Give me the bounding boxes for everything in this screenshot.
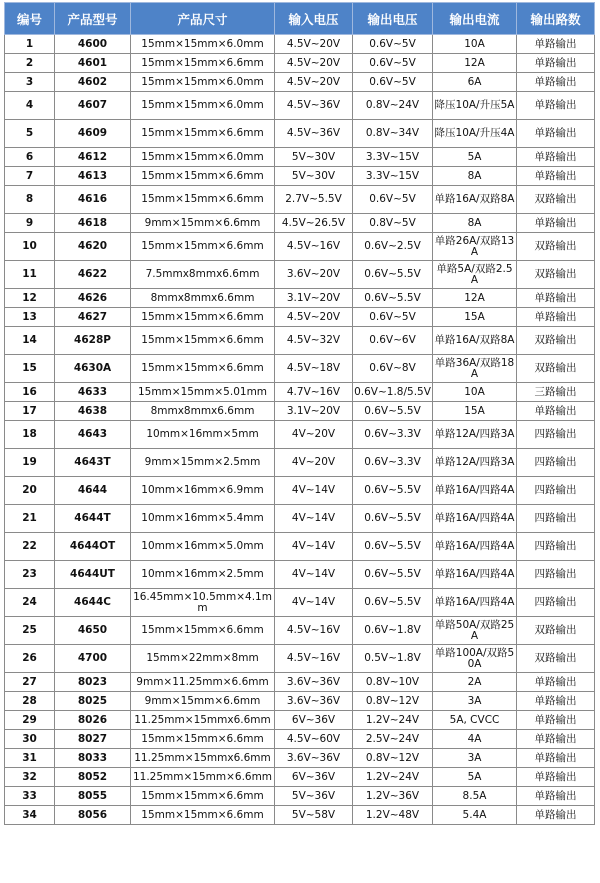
cell-input-voltage: 4V~14V bbox=[275, 561, 353, 589]
header-input-voltage: 输入电压 bbox=[275, 3, 353, 35]
cell-size: 15mm×15mm×6.0mm bbox=[131, 148, 275, 167]
cell-model: 4644C bbox=[55, 589, 131, 617]
header-row bbox=[5, 3, 595, 35]
cell-input-voltage: 4V~14V bbox=[275, 589, 353, 617]
cell-no: 11 bbox=[5, 261, 55, 289]
cell-output-voltage: 0.6V~3.3V bbox=[353, 421, 433, 449]
table-row bbox=[5, 54, 595, 73]
cell-model: 4638 bbox=[55, 402, 131, 421]
cell-no: 16 bbox=[5, 383, 55, 402]
cell-model: 4626 bbox=[55, 289, 131, 308]
cell-input-voltage: 4.5V~20V bbox=[275, 308, 353, 327]
cell-model: 4622 bbox=[55, 261, 131, 289]
cell-size: 10mm×16mm×6.9mm bbox=[131, 477, 275, 505]
cell-output-current: 单路16A/双路8A bbox=[433, 327, 517, 355]
cell-output-voltage: 3.3V~15V bbox=[353, 167, 433, 186]
cell-input-voltage: 3.1V~20V bbox=[275, 289, 353, 308]
cell-size: 15mm×15mm×6.6mm bbox=[131, 120, 275, 148]
cell-size: 11.25mm×15mmx6.6mm bbox=[131, 711, 275, 730]
cell-output-voltage: 0.6V~5.5V bbox=[353, 505, 433, 533]
cell-output-voltage: 0.6V~6V bbox=[353, 327, 433, 355]
cell-output-current: 10A bbox=[433, 35, 517, 54]
cell-model: 4620 bbox=[55, 233, 131, 261]
cell-output-channels: 单路输出 bbox=[517, 730, 595, 749]
cell-model: 8026 bbox=[55, 711, 131, 730]
cell-output-current: 15A bbox=[433, 308, 517, 327]
cell-size: 15mm×22mm×8mm bbox=[131, 645, 275, 673]
cell-output-current: 单路12A/四路3A bbox=[433, 449, 517, 477]
cell-size: 16.45mm×10.5mm×4.1mm bbox=[131, 589, 275, 617]
cell-output-voltage: 0.6V~5V bbox=[353, 186, 433, 214]
cell-model: 4607 bbox=[55, 92, 131, 120]
cell-output-current: 8A bbox=[433, 167, 517, 186]
cell-no: 30 bbox=[5, 730, 55, 749]
cell-output-voltage: 0.8V~5V bbox=[353, 214, 433, 233]
cell-size: 10mm×16mm×5mm bbox=[131, 421, 275, 449]
cell-model: 8056 bbox=[55, 806, 131, 825]
cell-size: 9mm×15mm×6.6mm bbox=[131, 214, 275, 233]
cell-output-current: 单路16A/双路8A bbox=[433, 186, 517, 214]
cell-output-current: 4A bbox=[433, 730, 517, 749]
cell-output-channels: 单路输出 bbox=[517, 806, 595, 825]
cell-output-channels: 双路输出 bbox=[517, 355, 595, 383]
cell-output-channels: 单路输出 bbox=[517, 692, 595, 711]
cell-output-channels: 双路输出 bbox=[517, 327, 595, 355]
cell-model: 4618 bbox=[55, 214, 131, 233]
cell-output-current: 降压10A/升压5A bbox=[433, 92, 517, 120]
header-size: 产品尺寸 bbox=[131, 3, 275, 35]
cell-output-channels: 四路输出 bbox=[517, 505, 595, 533]
cell-size: 15mm×15mm×6.6mm bbox=[131, 54, 275, 73]
cell-output-current: 12A bbox=[433, 289, 517, 308]
cell-size: 11.25mm×15mm×6.6mm bbox=[131, 768, 275, 787]
cell-size: 9mm×15mm×6.6mm bbox=[131, 692, 275, 711]
product-table-container bbox=[4, 2, 595, 825]
cell-output-channels: 四路输出 bbox=[517, 533, 595, 561]
cell-output-current: 8.5A bbox=[433, 787, 517, 806]
cell-no: 18 bbox=[5, 421, 55, 449]
header-output-channels: 输出路数 bbox=[517, 3, 595, 35]
cell-input-voltage: 5V~30V bbox=[275, 167, 353, 186]
cell-output-channels: 单路输出 bbox=[517, 308, 595, 327]
cell-input-voltage: 4.5V~20V bbox=[275, 54, 353, 73]
cell-output-channels: 单路输出 bbox=[517, 289, 595, 308]
cell-size: 15mm×15mm×6.6mm bbox=[131, 186, 275, 214]
table-row bbox=[5, 533, 595, 561]
cell-output-voltage: 0.8V~12V bbox=[353, 749, 433, 768]
cell-output-channels: 四路输出 bbox=[517, 589, 595, 617]
cell-size: 10mm×16mm×2.5mm bbox=[131, 561, 275, 589]
cell-model: 8025 bbox=[55, 692, 131, 711]
table-row bbox=[5, 92, 595, 120]
table-row bbox=[5, 617, 595, 645]
table-row bbox=[5, 120, 595, 148]
table-row bbox=[5, 589, 595, 617]
cell-size: 15mm×15mm×6.0mm bbox=[131, 73, 275, 92]
cell-output-channels: 双路输出 bbox=[517, 645, 595, 673]
cell-size: 8mmx8mmx6.6mm bbox=[131, 402, 275, 421]
cell-output-current: 5.4A bbox=[433, 806, 517, 825]
cell-input-voltage: 4.5V~16V bbox=[275, 233, 353, 261]
cell-size: 8mmx8mmx6.6mm bbox=[131, 289, 275, 308]
cell-input-voltage: 3.6V~20V bbox=[275, 261, 353, 289]
table-row bbox=[5, 261, 595, 289]
cell-input-voltage: 2.7V~5.5V bbox=[275, 186, 353, 214]
cell-no: 28 bbox=[5, 692, 55, 711]
cell-output-current: 12A bbox=[433, 54, 517, 73]
cell-size: 11.25mm×15mmx6.6mm bbox=[131, 749, 275, 768]
cell-size: 15mm×15mm×6.6mm bbox=[131, 233, 275, 261]
cell-output-current: 3A bbox=[433, 692, 517, 711]
cell-input-voltage: 4.5V~36V bbox=[275, 92, 353, 120]
cell-no: 22 bbox=[5, 533, 55, 561]
cell-no: 12 bbox=[5, 289, 55, 308]
cell-no: 6 bbox=[5, 148, 55, 167]
cell-output-current: 单路36A/双路18A bbox=[433, 355, 517, 383]
cell-output-voltage: 0.6V~5.5V bbox=[353, 561, 433, 589]
cell-output-voltage: 0.6V~5.5V bbox=[353, 402, 433, 421]
cell-no: 8 bbox=[5, 186, 55, 214]
cell-output-voltage: 0.6V~5V bbox=[353, 308, 433, 327]
cell-output-voltage: 0.6V~5.5V bbox=[353, 589, 433, 617]
table-row bbox=[5, 186, 595, 214]
cell-output-current: 5A bbox=[433, 768, 517, 787]
cell-model: 4616 bbox=[55, 186, 131, 214]
cell-no: 20 bbox=[5, 477, 55, 505]
cell-output-channels: 单路输出 bbox=[517, 749, 595, 768]
cell-size: 7.5mmx8mmx6.6mm bbox=[131, 261, 275, 289]
cell-model: 4627 bbox=[55, 308, 131, 327]
cell-size: 9mm×15mm×2.5mm bbox=[131, 449, 275, 477]
cell-no: 14 bbox=[5, 327, 55, 355]
cell-input-voltage: 4V~20V bbox=[275, 449, 353, 477]
cell-output-channels: 双路输出 bbox=[517, 261, 595, 289]
cell-no: 9 bbox=[5, 214, 55, 233]
cell-output-channels: 四路输出 bbox=[517, 449, 595, 477]
cell-no: 3 bbox=[5, 73, 55, 92]
cell-output-channels: 单路输出 bbox=[517, 54, 595, 73]
table-row bbox=[5, 308, 595, 327]
cell-no: 19 bbox=[5, 449, 55, 477]
cell-output-channels: 单路输出 bbox=[517, 148, 595, 167]
cell-input-voltage: 4V~14V bbox=[275, 533, 353, 561]
cell-size: 10mm×16mm×5.0mm bbox=[131, 533, 275, 561]
cell-input-voltage: 5V~30V bbox=[275, 148, 353, 167]
cell-input-voltage: 4.5V~20V bbox=[275, 73, 353, 92]
cell-output-voltage: 0.6V~1.8/5.5V bbox=[353, 383, 433, 402]
cell-model: 4602 bbox=[55, 73, 131, 92]
table-row bbox=[5, 148, 595, 167]
cell-output-current: 10A bbox=[433, 383, 517, 402]
cell-output-voltage: 0.6V~5.5V bbox=[353, 477, 433, 505]
cell-no: 25 bbox=[5, 617, 55, 645]
table-row bbox=[5, 327, 595, 355]
cell-output-current: 15A bbox=[433, 402, 517, 421]
cell-output-channels: 单路输出 bbox=[517, 120, 595, 148]
cell-model: 4612 bbox=[55, 148, 131, 167]
cell-output-channels: 四路输出 bbox=[517, 421, 595, 449]
cell-output-voltage: 0.8V~10V bbox=[353, 673, 433, 692]
cell-no: 13 bbox=[5, 308, 55, 327]
cell-output-channels: 单路输出 bbox=[517, 35, 595, 54]
cell-output-current: 降压10A/升压4A bbox=[433, 120, 517, 148]
cell-output-channels: 双路输出 bbox=[517, 617, 595, 645]
cell-output-channels: 单路输出 bbox=[517, 73, 595, 92]
cell-output-current: 单路16A/四路4A bbox=[433, 505, 517, 533]
cell-model: 4644OT bbox=[55, 533, 131, 561]
cell-output-voltage: 0.6V~5V bbox=[353, 54, 433, 73]
table-row bbox=[5, 749, 595, 768]
cell-output-current: 8A bbox=[433, 214, 517, 233]
cell-no: 10 bbox=[5, 233, 55, 261]
cell-output-voltage: 0.6V~3.3V bbox=[353, 449, 433, 477]
cell-model: 8033 bbox=[55, 749, 131, 768]
cell-no: 15 bbox=[5, 355, 55, 383]
cell-output-current: 2A bbox=[433, 673, 517, 692]
cell-output-voltage: 0.8V~34V bbox=[353, 120, 433, 148]
cell-model: 4601 bbox=[55, 54, 131, 73]
table-row bbox=[5, 787, 595, 806]
table-row bbox=[5, 692, 595, 711]
table-row bbox=[5, 561, 595, 589]
cell-output-voltage: 1.2V~24V bbox=[353, 711, 433, 730]
cell-output-voltage: 1.2V~36V bbox=[353, 787, 433, 806]
cell-no: 31 bbox=[5, 749, 55, 768]
table-row bbox=[5, 806, 595, 825]
cell-no: 23 bbox=[5, 561, 55, 589]
cell-size: 10mm×16mm×5.4mm bbox=[131, 505, 275, 533]
table-row bbox=[5, 383, 595, 402]
cell-output-current: 单路16A/四路4A bbox=[433, 533, 517, 561]
table-row bbox=[5, 214, 595, 233]
table-row bbox=[5, 73, 595, 92]
cell-model: 4613 bbox=[55, 167, 131, 186]
cell-output-channels: 单路输出 bbox=[517, 214, 595, 233]
cell-output-voltage: 1.2V~24V bbox=[353, 768, 433, 787]
cell-output-voltage: 0.6V~2.5V bbox=[353, 233, 433, 261]
cell-no: 17 bbox=[5, 402, 55, 421]
cell-size: 15mm×15mm×6.6mm bbox=[131, 787, 275, 806]
cell-output-channels: 双路输出 bbox=[517, 233, 595, 261]
cell-input-voltage: 6V~36V bbox=[275, 768, 353, 787]
cell-input-voltage: 4.5V~18V bbox=[275, 355, 353, 383]
cell-no: 4 bbox=[5, 92, 55, 120]
table-row bbox=[5, 421, 595, 449]
cell-size: 15mm×15mm×6.6mm bbox=[131, 730, 275, 749]
cell-model: 8023 bbox=[55, 673, 131, 692]
cell-output-voltage: 0.6V~5V bbox=[353, 35, 433, 54]
table-row bbox=[5, 477, 595, 505]
table-row bbox=[5, 402, 595, 421]
cell-output-channels: 四路输出 bbox=[517, 477, 595, 505]
table-row bbox=[5, 768, 595, 787]
cell-output-voltage: 0.6V~5V bbox=[353, 73, 433, 92]
cell-input-voltage: 4.5V~20V bbox=[275, 35, 353, 54]
cell-input-voltage: 4V~14V bbox=[275, 477, 353, 505]
cell-output-channels: 单路输出 bbox=[517, 167, 595, 186]
cell-input-voltage: 3.6V~36V bbox=[275, 749, 353, 768]
cell-input-voltage: 4.7V~16V bbox=[275, 383, 353, 402]
cell-output-channels: 单路输出 bbox=[517, 768, 595, 787]
table-body bbox=[5, 35, 595, 825]
cell-input-voltage: 5V~36V bbox=[275, 787, 353, 806]
table-row bbox=[5, 711, 595, 730]
cell-model: 4700 bbox=[55, 645, 131, 673]
cell-input-voltage: 4V~14V bbox=[275, 505, 353, 533]
table-row bbox=[5, 289, 595, 308]
cell-output-channels: 四路输出 bbox=[517, 561, 595, 589]
cell-no: 32 bbox=[5, 768, 55, 787]
cell-no: 21 bbox=[5, 505, 55, 533]
cell-model: 8055 bbox=[55, 787, 131, 806]
table-row bbox=[5, 505, 595, 533]
cell-input-voltage: 3.6V~36V bbox=[275, 673, 353, 692]
cell-output-current: 单路16A/四路4A bbox=[433, 477, 517, 505]
cell-model: 4644T bbox=[55, 505, 131, 533]
table-row bbox=[5, 449, 595, 477]
cell-model: 8027 bbox=[55, 730, 131, 749]
cell-no: 1 bbox=[5, 35, 55, 54]
cell-input-voltage: 3.1V~20V bbox=[275, 402, 353, 421]
table-row bbox=[5, 167, 595, 186]
header-output-voltage: 输出电压 bbox=[353, 3, 433, 35]
cell-size: 15mm×15mm×5.01mm bbox=[131, 383, 275, 402]
cell-size: 15mm×15mm×6.0mm bbox=[131, 92, 275, 120]
cell-output-voltage: 0.8V~12V bbox=[353, 692, 433, 711]
cell-output-channels: 双路输出 bbox=[517, 186, 595, 214]
cell-size: 15mm×15mm×6.6mm bbox=[131, 327, 275, 355]
table-row bbox=[5, 355, 595, 383]
table-row bbox=[5, 730, 595, 749]
cell-output-current: 单路100A/双路50A bbox=[433, 645, 517, 673]
cell-size: 15mm×15mm×6.6mm bbox=[131, 806, 275, 825]
cell-no: 2 bbox=[5, 54, 55, 73]
cell-no: 33 bbox=[5, 787, 55, 806]
cell-model: 8052 bbox=[55, 768, 131, 787]
cell-output-channels: 单路输出 bbox=[517, 711, 595, 730]
cell-output-current: 单路5A/双路2.5A bbox=[433, 261, 517, 289]
cell-input-voltage: 3.6V~36V bbox=[275, 692, 353, 711]
cell-model: 4600 bbox=[55, 35, 131, 54]
header-model: 产品型号 bbox=[55, 3, 131, 35]
cell-model: 4643T bbox=[55, 449, 131, 477]
cell-input-voltage: 5V~58V bbox=[275, 806, 353, 825]
cell-no: 27 bbox=[5, 673, 55, 692]
cell-output-current: 单路50A/双路25A bbox=[433, 617, 517, 645]
cell-model: 4643 bbox=[55, 421, 131, 449]
cell-output-current: 单路16A/四路4A bbox=[433, 589, 517, 617]
header-output-current: 输出电流 bbox=[433, 3, 517, 35]
cell-output-voltage: 2.5V~24V bbox=[353, 730, 433, 749]
cell-model: 4630A bbox=[55, 355, 131, 383]
cell-output-voltage: 0.6V~5.5V bbox=[353, 533, 433, 561]
cell-output-current: 单路12A/四路3A bbox=[433, 421, 517, 449]
cell-output-current: 5A, CVCC bbox=[433, 711, 517, 730]
cell-size: 15mm×15mm×6.6mm bbox=[131, 308, 275, 327]
cell-output-current: 6A bbox=[433, 73, 517, 92]
cell-output-voltage: 0.5V~1.8V bbox=[353, 645, 433, 673]
cell-no: 29 bbox=[5, 711, 55, 730]
cell-output-channels: 单路输出 bbox=[517, 402, 595, 421]
cell-no: 5 bbox=[5, 120, 55, 148]
cell-output-voltage: 0.6V~5.5V bbox=[353, 261, 433, 289]
cell-output-voltage: 3.3V~15V bbox=[353, 148, 433, 167]
cell-size: 15mm×15mm×6.6mm bbox=[131, 355, 275, 383]
table-row bbox=[5, 645, 595, 673]
table-row bbox=[5, 35, 595, 54]
cell-no: 26 bbox=[5, 645, 55, 673]
cell-output-current: 3A bbox=[433, 749, 517, 768]
cell-no: 34 bbox=[5, 806, 55, 825]
product-spec-table bbox=[4, 2, 595, 825]
cell-output-channels: 单路输出 bbox=[517, 787, 595, 806]
cell-output-current: 单路16A/四路4A bbox=[433, 561, 517, 589]
header-no: 编号 bbox=[5, 3, 55, 35]
table-row bbox=[5, 233, 595, 261]
cell-size: 15mm×15mm×6.0mm bbox=[131, 35, 275, 54]
table-row bbox=[5, 673, 595, 692]
cell-input-voltage: 6V~36V bbox=[275, 711, 353, 730]
cell-input-voltage: 4.5V~26.5V bbox=[275, 214, 353, 233]
cell-output-voltage: 0.8V~24V bbox=[353, 92, 433, 120]
cell-output-channels: 三路输出 bbox=[517, 383, 595, 402]
cell-input-voltage: 4.5V~32V bbox=[275, 327, 353, 355]
cell-output-voltage: 0.6V~1.8V bbox=[353, 617, 433, 645]
cell-size: 15mm×15mm×6.6mm bbox=[131, 167, 275, 186]
cell-output-voltage: 1.2V~48V bbox=[353, 806, 433, 825]
cell-output-voltage: 0.6V~8V bbox=[353, 355, 433, 383]
cell-size: 9mm×11.25mm×6.6mm bbox=[131, 673, 275, 692]
cell-output-channels: 单路输出 bbox=[517, 92, 595, 120]
cell-model: 4644 bbox=[55, 477, 131, 505]
cell-input-voltage: 4V~20V bbox=[275, 421, 353, 449]
cell-output-current: 单路26A/双路13A bbox=[433, 233, 517, 261]
cell-output-channels: 单路输出 bbox=[517, 673, 595, 692]
cell-model: 4609 bbox=[55, 120, 131, 148]
cell-no: 24 bbox=[5, 589, 55, 617]
cell-input-voltage: 4.5V~36V bbox=[275, 120, 353, 148]
cell-no: 7 bbox=[5, 167, 55, 186]
cell-input-voltage: 4.5V~60V bbox=[275, 730, 353, 749]
cell-model: 4650 bbox=[55, 617, 131, 645]
cell-model: 4633 bbox=[55, 383, 131, 402]
cell-model: 4628P bbox=[55, 327, 131, 355]
cell-output-voltage: 0.6V~5.5V bbox=[353, 289, 433, 308]
cell-input-voltage: 4.5V~16V bbox=[275, 617, 353, 645]
cell-size: 15mm×15mm×6.6mm bbox=[131, 617, 275, 645]
cell-input-voltage: 4.5V~16V bbox=[275, 645, 353, 673]
cell-output-current: 5A bbox=[433, 148, 517, 167]
cell-model: 4644UT bbox=[55, 561, 131, 589]
